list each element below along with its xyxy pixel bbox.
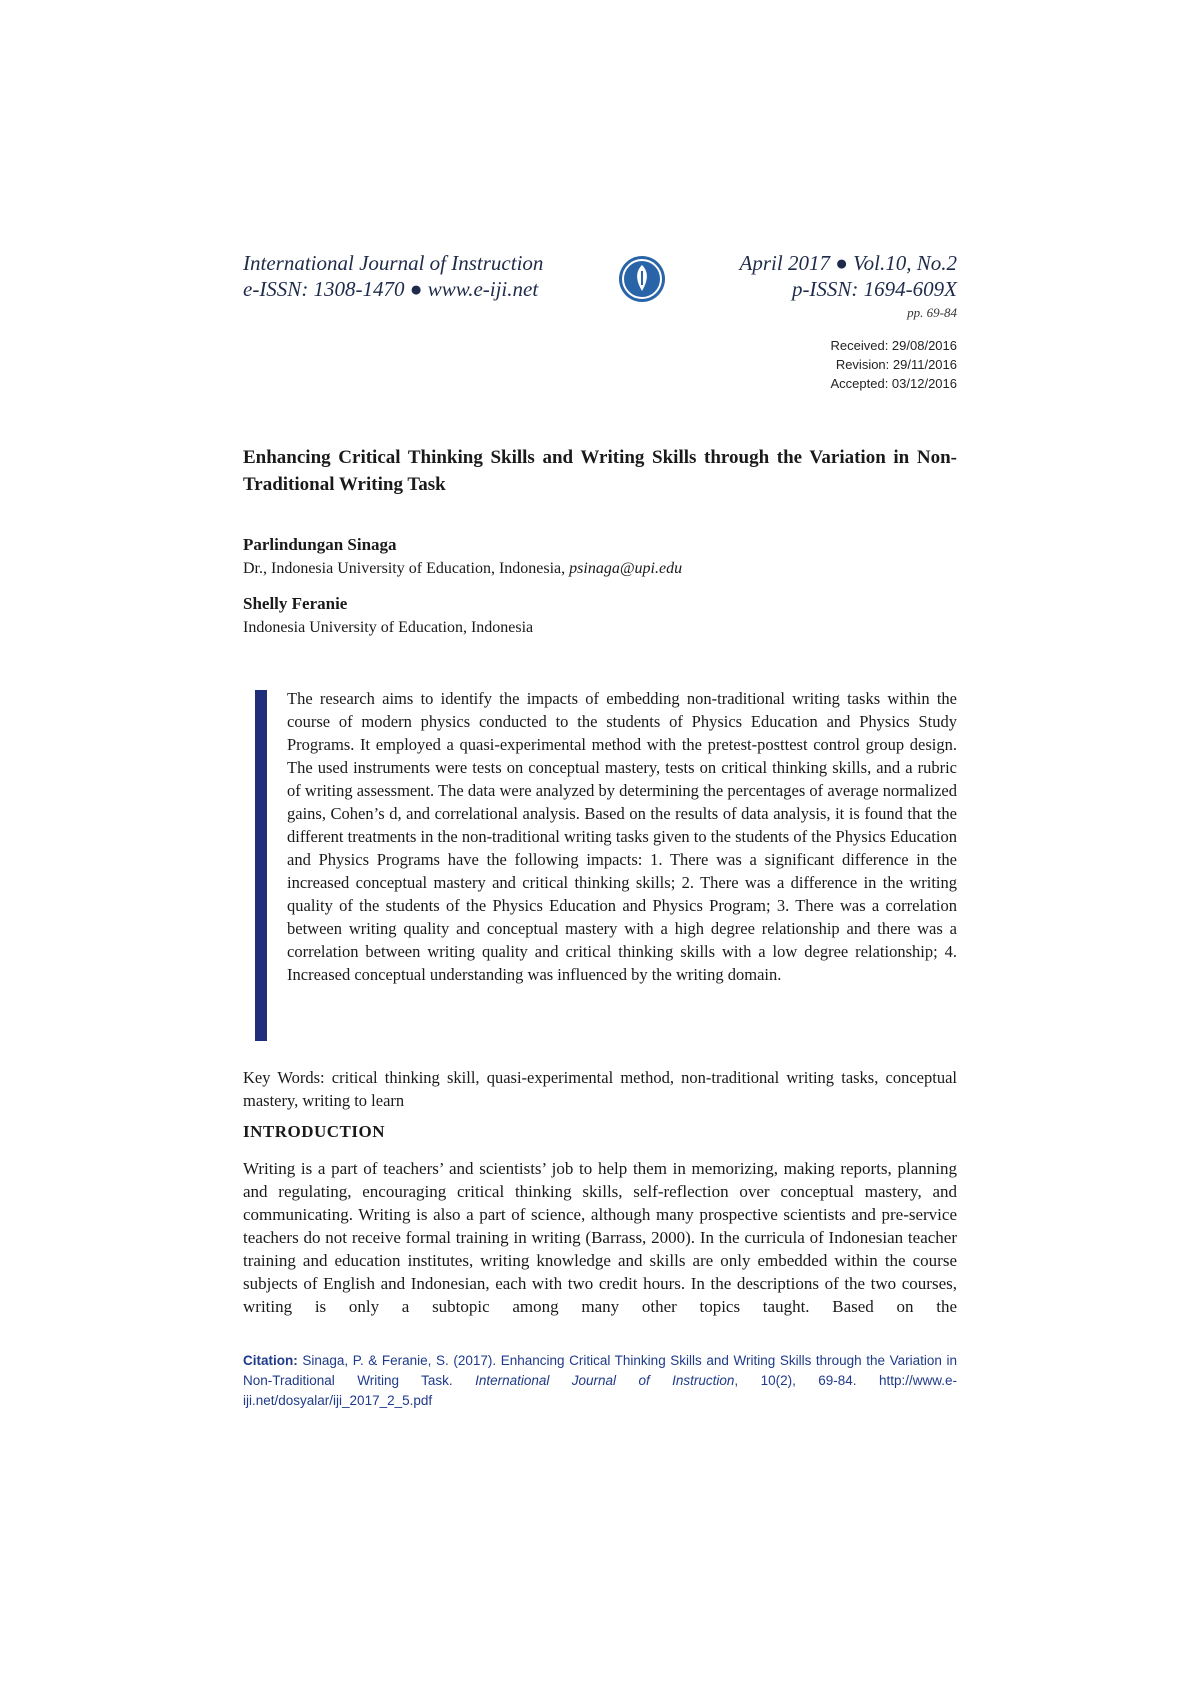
author-name-1: Parlindungan Sinaga (243, 535, 397, 554)
pissn-line: p-ISSN: 1694-609X (791, 277, 957, 301)
author-email-1[interactable]: psinaga@upi.edu (569, 560, 683, 577)
affiliation-text-1: Dr., Indonesia University of Education, Indonesia, (243, 560, 570, 577)
citation-url-link[interactable]: http://www.e-iji.net/dosyalar/iji_2017_2_5.pdf (243, 1373, 957, 1408)
abstract-text: The research aims to identify the impacts of embedding non-traditional writing tasks within the course of modern physics conducted to the students of Physics Education and Physics Study Programs. It employed a quasi-experimental method with the pretest-posttest control group design. The used instruments were tests on conceptual mastery, tests on critical thinking skills, and a rubric of writing assessment. The data were analyzed by determining the percentages of average normalized gains, Cohen’s d, and correlational analysis. Based on the results of data analysis, it is found that the different treatments in the non-traditional writing tasks given to the students of the Physics Education and Physics Programs have the following impacts: 1. There was a significant difference in the increased conceptual mastery and critical thinking skills; 2. There was a difference in the writing quality of the students of the Physics Education and Physics Program; 3. There was a correlation between writing quality and conceptual mastery with a high degree relationship and there was a correlation between writing quality and critical thinking skills with a low degree relationship; 4. Increased conceptual understanding was influenced by the writing domain. (287, 689, 957, 984)
author-name-2: Shelly Feranie (243, 594, 348, 613)
citation-text-1: Sinaga, P. & Feranie, S. (2017). Enhancing Critical Thinking Skills and Writing Skills through the Variation in Non-Traditional Writing Task. (243, 1353, 957, 1388)
paper-title: Enhancing Critical Thinking Skills and Writing Skills through the Variation in Non-Traditional Writing Task (243, 447, 957, 495)
citation-block (243, 1351, 957, 1411)
journal-logo-icon (617, 254, 667, 304)
journal-header-right (740, 250, 957, 302)
citation-label: Citation: (243, 1353, 298, 1368)
citation-journal: International Journal of Instruction (475, 1373, 735, 1388)
revision-date: Revision: 29/11/2016 (835, 357, 957, 372)
received-date: Received: 29/08/2016 (830, 338, 957, 353)
keywords: Key Words: critical thinking skill, quasi-experimental method, non-traditional writing tasks, conceptual mastery, writing to learn (243, 1068, 957, 1110)
accepted-date: Accepted: 03/12/2016 (830, 376, 957, 391)
author-affiliation-1 (243, 560, 682, 578)
page-range: pp. 69-84 (907, 305, 957, 320)
author-affiliation-2: Indonesia University of Education, Indonesia (243, 619, 534, 636)
journal-header-left (243, 250, 543, 302)
section-heading-introduction: INTRODUCTION (243, 1122, 386, 1141)
issue-line: April 2017 ● Vol.10, No.2 (739, 251, 957, 275)
journal-name: International Journal of Instruction (243, 251, 544, 275)
eissn-line: e-ISSN: 1308-1470 ● www.e-iji.net (243, 277, 539, 301)
introduction-text: Writing is a part of teachers’ and scientists’ job to help them in memorizing, making reports, planning and regulating, encouraging critical thinking skills, self-reflection over conceptual mastery, and communicating. Writing is also a part of science, although many prospective scientists and pre-service teachers do not receive formal training in writing (Barrass, 2000). In the curricula of Indonesian teacher training and education institutes, writing knowledge and skills are only embedded within the course subjects of English and Indonesian, each with two credit hours. In the descriptions of the two courses, writing is only a subtopic among many other topics taught. Based on the (243, 1159, 957, 1316)
citation-text-2: , 10(2), 69-84. (734, 1373, 879, 1388)
abstract-accent-bar (255, 690, 267, 1041)
submission-dates (831, 336, 958, 393)
